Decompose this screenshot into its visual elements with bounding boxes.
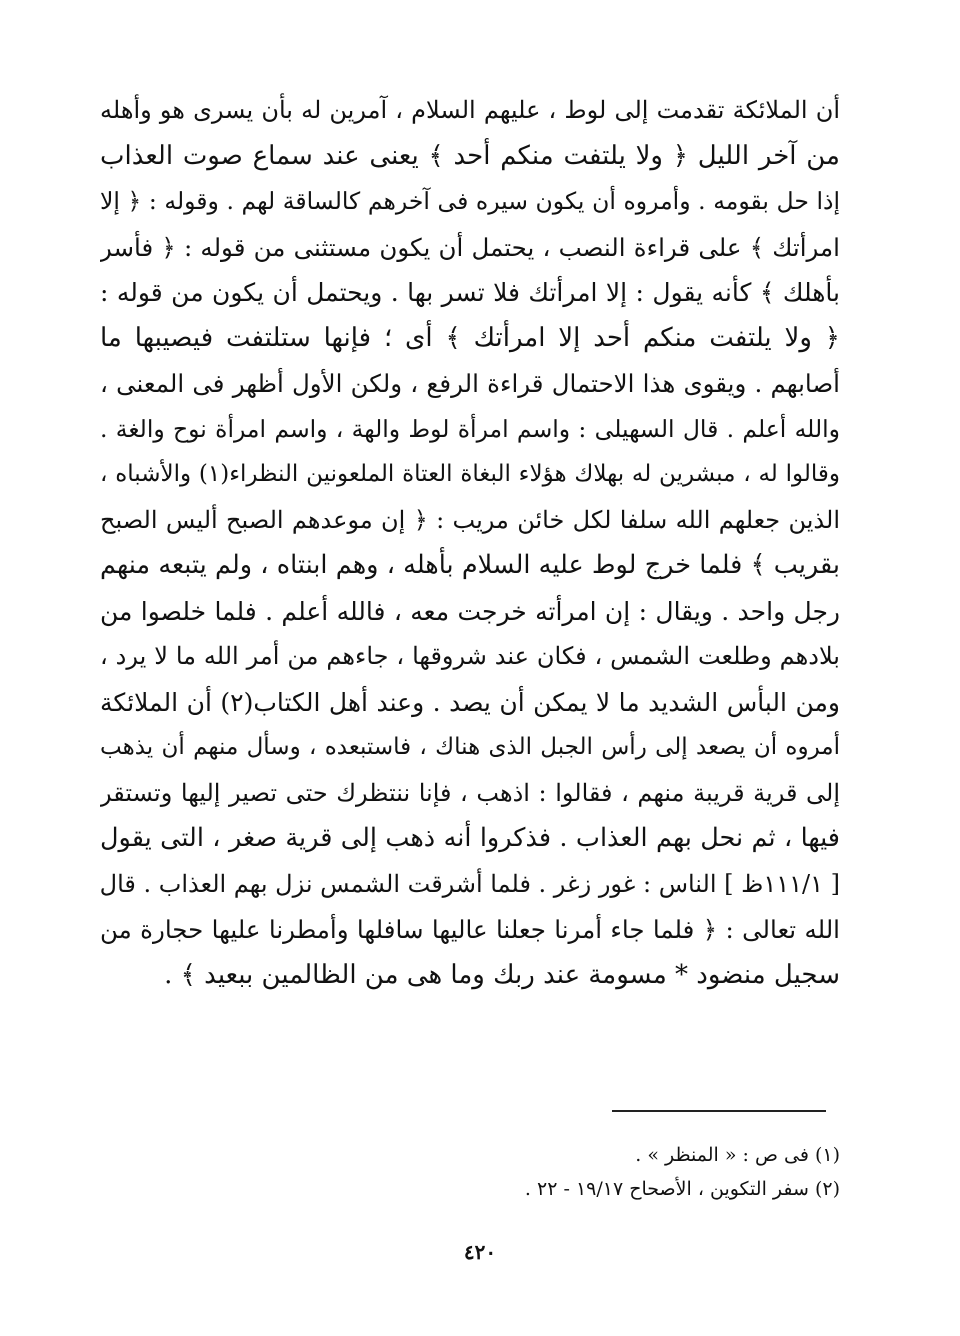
text-line: [ ١١١/١ظ ] الناس : غور زغر . فلما أشرقت الشمس نزل بهم العذاب . قال xyxy=(100,869,840,898)
text-line: ﴿ ولا يلتفت منكم أحد إلا امرأتك ﴾ أى ؛ فإنها ستلتفت فيصيبها ما xyxy=(100,322,840,353)
text-line: رجل واحد . ويقال : إن امرأته خرجت معه ، فالله أعلم . فلما خلصوا من xyxy=(100,596,840,626)
text-line: بلادهم وطلعت الشمس ، فكان عند شروقها ، جاءهم من أمر الله ما لا يرد ، xyxy=(100,642,840,670)
main-text xyxy=(100,88,840,998)
text-line: الله تعالى : ﴿ فلما جاء أمرنا جعلنا عاليها سافلها وأمطرنا عليها حجارة من xyxy=(100,915,840,944)
text-line: أن الملائكة تقدمت إلى لوط ، عليهم السلام ، آمرين له بأن يسرى هو وأهله xyxy=(100,96,840,124)
text-line: فيها ، ثم نحل بهم العذاب . فذكروا أنه ذهب إلى قرية صغر ، التى يقول xyxy=(100,823,840,853)
text-line: أصابهم . ويقوى هذا الاحتمال قراءة الرفع ، ولكن الأول أظهر فى المعنى ، xyxy=(100,369,840,398)
footnote: (٢) سفر التكوين ، الأصحاح ١٩/١٧ - ٢٢ . xyxy=(524,1178,840,1200)
text-line: من آخر الليل ﴿ ولا يلتفت منكم أحد ﴾ يعنى عند سماع صوت العذاب xyxy=(100,140,840,171)
footnotes xyxy=(300,1138,840,1206)
text-line: سجيل منضود * مسومة عند ربك وما هى من الظالمين ببعيد ﴾ . xyxy=(164,959,840,990)
text-line: بقريب ﴾ فلما خرج لوط عليه السلام بأهله ، وهم ابنتاه ، ولم يتبعه منهم xyxy=(100,550,840,580)
text-line: الذين جعلهم الله سلفا لكل خائن مريب : ﴿ إن موعدهم الصبح أليس الصبح xyxy=(100,505,840,534)
text-line: إلى قرية قريبة منهم ، فقالوا : اذهب ، فإنا ننتظرك حتى تصير إليها وتستقر xyxy=(100,778,840,807)
footnote: (١) فى ص : « المنظر » . xyxy=(635,1144,840,1166)
footnote-separator xyxy=(612,1110,826,1112)
text-line: وقالوا له ، مبشرين له بهلاك هؤلاء البغاة العتاة الملعونين النظراء(١) والأشباه ، xyxy=(100,461,840,487)
text-line: أمروه أن يصعد إلى رأس الجبل الذى هناك ، فاستبعده ، وسأل منهم أن يذهب xyxy=(100,734,840,760)
text-line: والله أعلم . قال السهيلى : واسم امرأة لوط والهة ، واسم امرأة نوح والغة . xyxy=(100,414,840,443)
text-line: بأهلك ﴾ كأنه يقول : إلا امرأتك فلا تسر بها . ويحتمل أن يكون من قوله : xyxy=(100,278,840,307)
text-line: ومن البأس الشديد ما لا يمكن أن يصد . وعند أهل الكتاب(٢) أن الملائكة xyxy=(100,687,840,717)
text-line: امرأتك ﴾ على قراءة النصب ، يحتمل أن يكون مستثنى من قوله : ﴿ فأسر xyxy=(100,232,840,262)
page-number: ٤٢٠ xyxy=(463,1240,497,1264)
text-line: إذا حل بقومه . وأمروه أن يكون سيره فى آخرهم كالساقة لهم . وقوله : ﴿ إلا xyxy=(100,187,840,215)
